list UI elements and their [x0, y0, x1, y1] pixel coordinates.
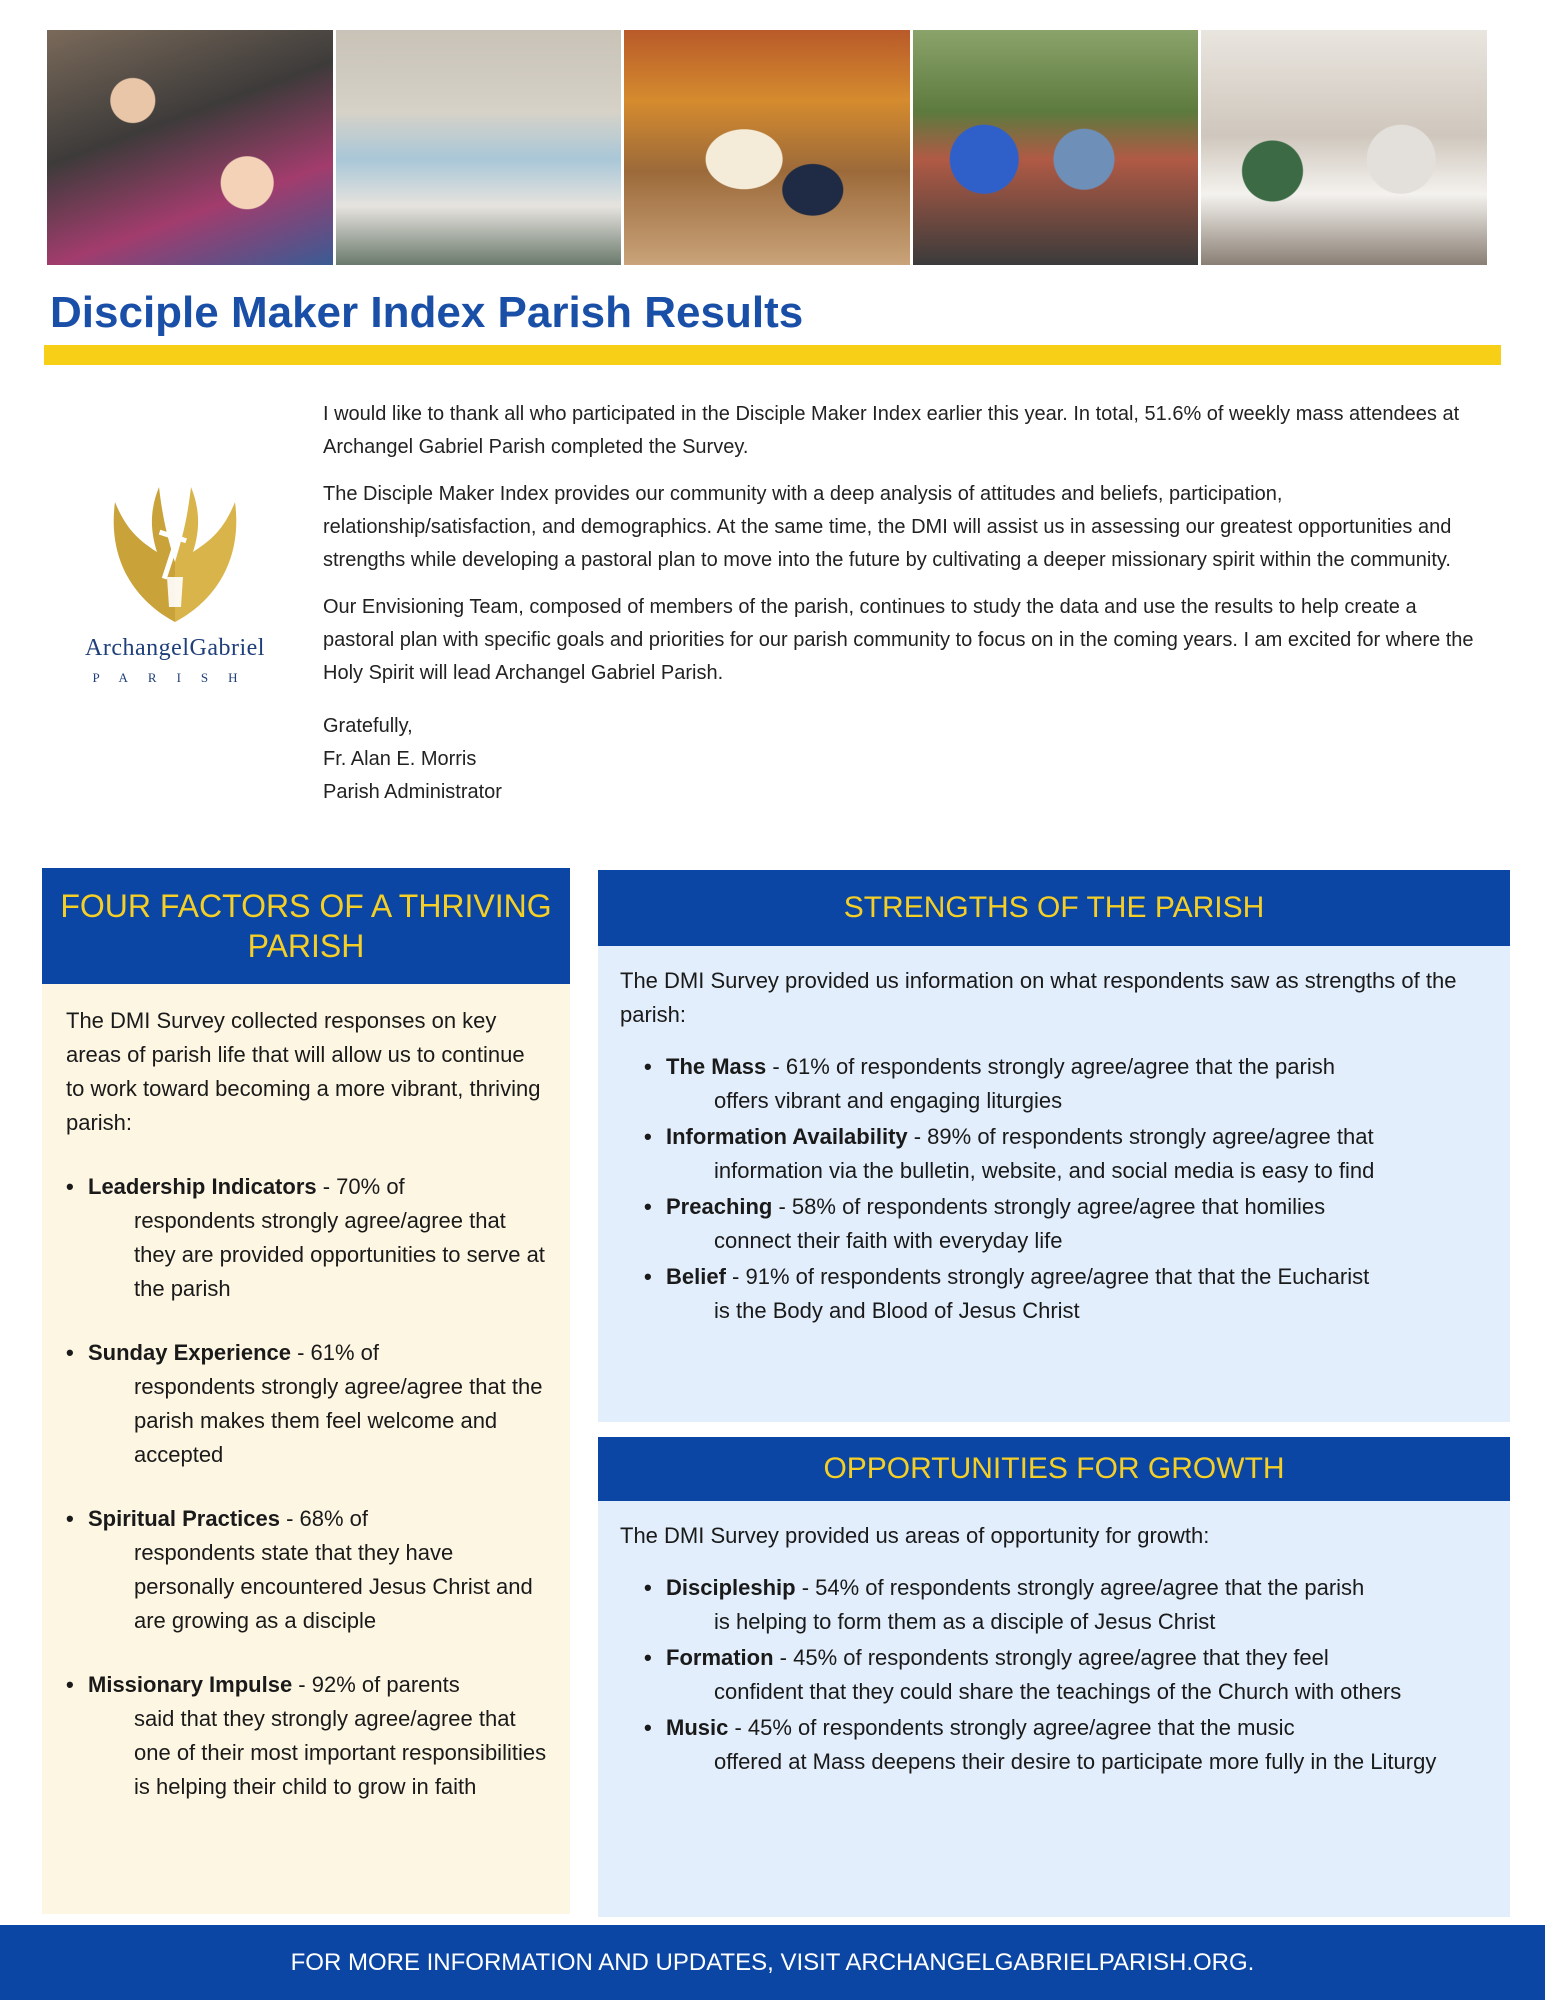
bullet-icon: •: [644, 1645, 652, 1670]
four-factors-intro: The DMI Survey collected responses on key areas of parish life that will allow us to continue to work toward becoming a more vibrant, thriving parish:: [66, 1008, 541, 1135]
opportunities-list: [620, 1571, 1490, 1779]
letter-paragraph: Our Envisioning Team, composed of members of the parish, continues to study the data and use the results to help create a pastoral plan with specific goals and priorities for our parish community to focus on in the coming years. I am excited for where the Holy Spirit will lead Archangel Gabriel Parish.: [323, 596, 1474, 684]
list-item: [644, 1571, 1490, 1639]
strengths-list: [620, 1050, 1490, 1328]
four-factors-list: [66, 1170, 548, 1804]
signature-block: [323, 710, 1483, 809]
four-factors-panel: [42, 868, 570, 1914]
item-label: Discipleship: [666, 1575, 796, 1600]
item-lead: - 58% of respondents strongly agree/agree that homilies: [772, 1194, 1326, 1219]
list-item: [66, 1170, 548, 1306]
list-item: [644, 1190, 1490, 1258]
four-factors-heading: FOUR FACTORS OF A THRIVING PARISH: [42, 868, 570, 984]
item-label: Missionary Impulse: [88, 1672, 293, 1697]
strengths-intro: The DMI Survey provided us information on what respondents saw as strengths of the parish:: [620, 968, 1457, 1027]
bullet-icon: •: [644, 1575, 652, 1600]
item-text: connect their faith with everyday life: [714, 1228, 1063, 1253]
donated-supplies-photo: [336, 30, 622, 265]
item-lead: - 92% of parents: [292, 1672, 460, 1697]
page-title: Disciple Maker Index Parish Results: [50, 288, 804, 337]
item-lead: - 54% of respondents strongly agree/agree that the parish: [795, 1575, 1365, 1600]
signer-role: Parish Administrator: [323, 781, 502, 803]
item-text: respondents strongly agree/agree that the parish makes them feel welcome and accepted: [134, 1374, 543, 1467]
strengths-heading: STRENGTHS OF THE PARISH: [598, 870, 1510, 946]
item-label: Preaching: [666, 1194, 773, 1219]
children-craft-photo: [47, 30, 333, 265]
signer-name: Fr. Alan E. Morris: [323, 748, 477, 770]
item-label: Music: [666, 1715, 729, 1740]
opportunities-heading: OPPORTUNITIES FOR GROWTH: [598, 1437, 1510, 1501]
pastor-letter: [323, 398, 1483, 809]
bullet-icon: •: [66, 1506, 74, 1531]
bullet-icon: •: [644, 1264, 652, 1289]
opportunities-panel: [598, 1437, 1510, 1917]
opportunities-intro: The DMI Survey provided us areas of opportunity for growth:: [620, 1523, 1210, 1548]
item-lead: - 68% of: [279, 1506, 369, 1531]
item-lead: - 89% of respondents strongly agree/agree that: [907, 1124, 1374, 1149]
strengths-panel: [598, 870, 1510, 1422]
title-underline: [44, 345, 1501, 365]
list-item: [644, 1260, 1490, 1328]
photo-strip: [47, 30, 1487, 265]
priest-and-boy-photo: [624, 30, 910, 265]
footer-banner: [0, 1925, 1545, 2000]
item-lead: - 45% of respondents strongly agree/agree that the music: [728, 1715, 1295, 1740]
item-label: Belief: [666, 1264, 726, 1289]
list-item: [66, 1336, 548, 1472]
list-item: [644, 1050, 1490, 1118]
item-lead: - 61% of respondents strongly agree/agree that the parish: [766, 1054, 1335, 1079]
item-text: information via the bulletin, website, and social media is easy to find: [714, 1158, 1375, 1183]
item-text: is helping to form them as a disciple of Jesus Christ: [714, 1609, 1216, 1634]
list-item: [644, 1711, 1490, 1779]
bullet-icon: •: [66, 1672, 74, 1697]
item-label: Formation: [666, 1645, 774, 1670]
item-text: offered at Mass deepens their desire to participate more fully in the Liturgy: [714, 1749, 1437, 1774]
logo-wordmark: ArchangelGabriel: [85, 635, 265, 661]
parish-group-photo: [913, 30, 1199, 265]
letter-paragraph: The Disciple Maker Index provides our community with a deep analysis of attitudes and beliefs, participation, relationship/satisfaction, and demographics. At the same time, the DMI will assist us in assessing our greatest opportunities and strengths while developing a pastoral plan to move into the future by cultivating a deeper missionary spirit within the community.: [323, 483, 1452, 571]
item-text: said that they strongly agree/agree that one of their most important responsibilities is helping their child to grow in faith: [134, 1706, 547, 1799]
bullet-icon: •: [644, 1715, 652, 1740]
list-item: [66, 1502, 548, 1638]
item-text: confident that they could share the teachings of the Church with others: [714, 1679, 1402, 1704]
parish-logo: [45, 482, 305, 692]
bullet-icon: •: [644, 1194, 652, 1219]
letter-paragraph: I would like to thank all who participated in the Disciple Maker Index earlier this year. In total, 51.6% of weekly mass attendees at Archangel Gabriel Parish completed the Survey.: [323, 403, 1460, 458]
logo-subtitle: PARISH: [92, 670, 258, 685]
item-label: Spiritual Practices: [88, 1506, 280, 1531]
item-lead: - 45% of respondents strongly agree/agree that they feel: [773, 1645, 1329, 1670]
item-text: offers vibrant and engaging liturgies: [714, 1088, 1063, 1113]
luncheon-photo: [1201, 30, 1487, 265]
bullet-icon: •: [66, 1340, 74, 1365]
list-item: [644, 1120, 1490, 1188]
item-lead: - 61% of: [290, 1340, 380, 1365]
item-text: respondents state that they have personally encountered Jesus Christ and are growing as a disciple: [134, 1540, 533, 1633]
item-lead: - 70% of: [316, 1174, 405, 1199]
item-lead: - 91% of respondents strongly agree/agree that that the Eucharist: [725, 1264, 1370, 1289]
letter-closing: Gratefully,: [323, 715, 413, 737]
bullet-icon: •: [644, 1054, 652, 1079]
footer-text: FOR MORE INFORMATION AND UPDATES, VISIT ARCHANGELGABRIELPARISH.ORG.: [290, 1948, 1255, 1976]
archangel-wings-icon: [97, 482, 253, 632]
item-label: Information Availability: [666, 1124, 908, 1149]
item-text: is the Body and Blood of Jesus Christ: [714, 1298, 1080, 1323]
item-label: Sunday Experience: [88, 1340, 291, 1365]
bullet-icon: •: [644, 1124, 652, 1149]
list-item: [644, 1641, 1490, 1709]
list-item: [66, 1668, 548, 1804]
bullet-icon: •: [66, 1174, 74, 1199]
item-label: The Mass: [666, 1054, 767, 1079]
item-label: Leadership Indicators: [88, 1174, 317, 1199]
item-text: respondents strongly agree/agree that they are provided opportunities to serve at the parish: [134, 1208, 545, 1301]
